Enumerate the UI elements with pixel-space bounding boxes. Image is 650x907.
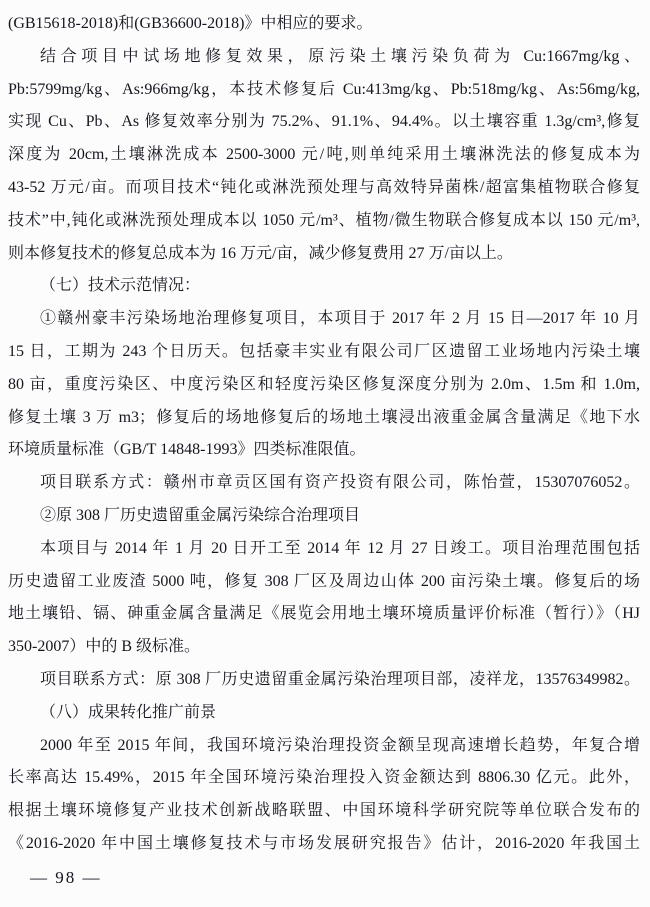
text-body (8, 8, 640, 861)
text-line: （七）技术示范情况： (40, 277, 201, 295)
text-line: 地土壤铅、镉、砷重金属含量满足《展览会用地土壤环境质量评价标准（暂行）》（HJ (8, 605, 640, 623)
text-line: 项目联系方式：赣州市章贡区国有资产投资有限公司，陈怡萱，15307076052。 (40, 474, 640, 492)
text-line: 则本修复技术的修复总成本为 16 万元/亩，减少修复费用 27 万/亩以上。 (8, 244, 513, 262)
text-line: 技术”中,钝化或淋洗预处理成本以 1050 元/m³、植物/微生物联合修复成本以 150 元/m³, (8, 211, 640, 229)
text-line: 43-52 万元/亩。而项目技术“钝化或淋洗预处理与高效特异菌株/超富集植物联合修复 (8, 178, 640, 196)
text-line: 环境质量标准（GB/T 14848-1993》四类标准限值。 (8, 441, 366, 459)
text-line: 15 日，工期为 243 个日历天。包括豪丰实业有限公司厂区遗留工业场地内污染土壤 (8, 342, 640, 360)
text-line: ②原 308 厂历史遗留重金属污染综合治理项目 (40, 506, 361, 524)
text-line: 长率高达 15.49%，2015 年全国环境污染治理投入资金额达到 8806.30 亿元。此外， (8, 769, 640, 787)
text-line: 80 亩，重度污染区、中度污染区和轻度污染区修复深度分别为 2.0m、1.5m 和 1.0m, (8, 375, 640, 393)
text-line: ①赣州豪丰污染场地治理修复项目，本项目于 2017 年 2 月 15 日—2017 年 10 月 (40, 310, 640, 328)
text-line: 项目联系方式：原 308 厂历史遗留重金属污染治理项目部，凌祥龙，13576349982。 (40, 670, 640, 688)
text-line: 根据土壤环境修复产业技术创新战略联盟、中国环境科学研究院等单位联合发布的 (8, 802, 640, 820)
text-line: 350-2007）中的 B 级标准。 (8, 638, 201, 656)
text-line: （八）成果转化推广前景 (40, 703, 217, 721)
text-line: Pb:5799mg/kg、As:966mg/kg，本技术修复后 Cu:413mg/kg、Pb:518mg/kg、As:56mg/kg, (8, 80, 640, 98)
page-number: — 98 — (30, 867, 102, 887)
text-line: 深度为 20cm,土壤淋洗成本 2500-3000 元/吨,则单纯采用土壤淋洗法的修复成本为 (8, 146, 640, 164)
text-line: 《2016-2020 年中国土壤修复技术与市场发展研究报告》估计，2016-2020 年我国土 (8, 834, 640, 852)
text-line: 2000 年至 2015 年间，我国环境污染治理投资金额呈现高速增长趋势，年复合增 (40, 736, 640, 754)
text-line: 修复土壤 3 万 m3；修复后的场地修复后的场地土壤浸出液重金属含量满足《地下水 (8, 408, 640, 426)
text-line: 结合项目中试场地修复效果，原污染土壤污染负荷为 Cu:1667mg/kg、 (40, 47, 640, 65)
text-line: (GB15618-2018)和(GB36600-2018)》中相应的要求。 (8, 15, 373, 32)
text-line: 历史遗留工业废渣 5000 吨，修复 308 厂区及周边山体 200 亩污染土壤。修复后的场 (8, 572, 640, 590)
text-line: 本项目与 2014 年 1 月 20 日开工至 2014 年 12 月 27 日竣工。项目治理范围包括 (40, 539, 640, 557)
text-line: 实现 Cu、Pb、As 修复效率分别为 75.2%、91.1%、94.4%。以土壤容重 1.3g/cm³,修复 (8, 113, 640, 131)
